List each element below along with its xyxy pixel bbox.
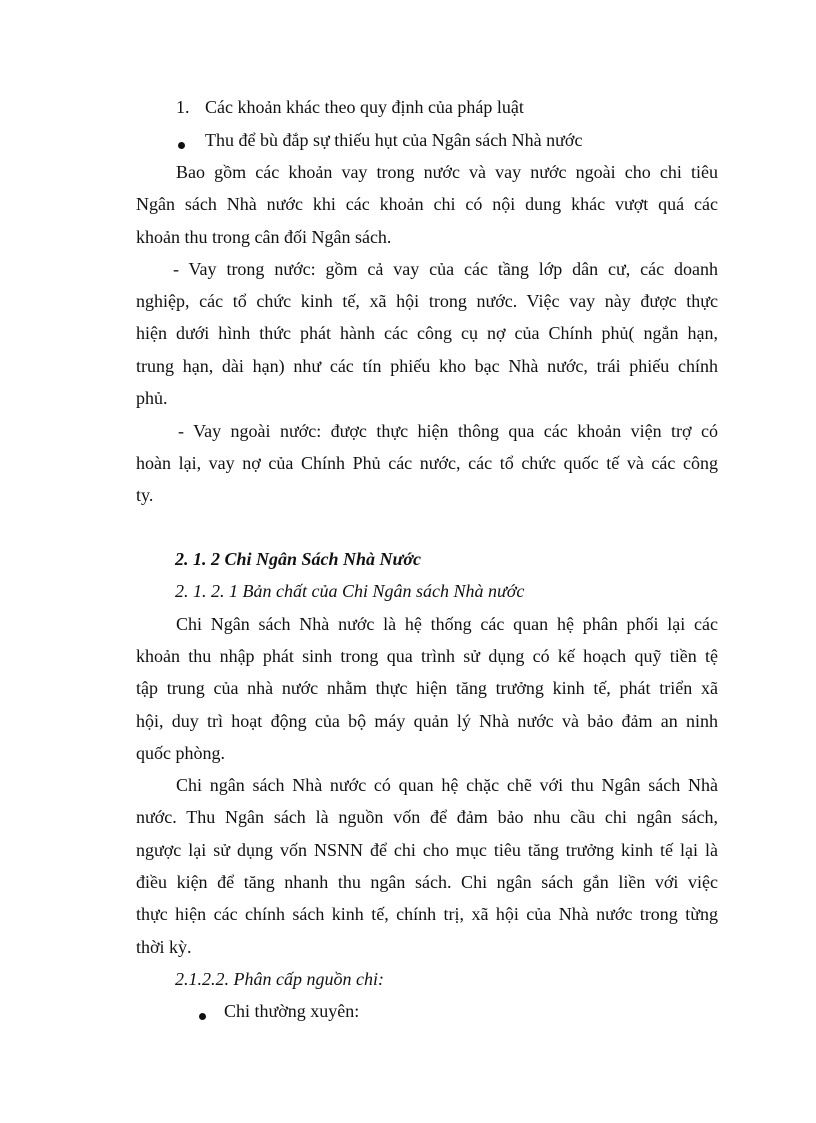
paragraph-line: ty.: [136, 485, 154, 505]
paragraph-line: tập trung của nhà nước nhằm thực hiện tăng trưởng kinh tế, phát triển xã: [136, 678, 718, 698]
bullet-icon: [199, 1003, 206, 1025]
paragraph-line: ngược lại sử dụng vốn NSNN để chi cho mục tiêu tăng trưởng kinh tế lại là: [136, 840, 718, 860]
bullet-icon: [178, 132, 185, 154]
paragraph-line: thời kỳ.: [136, 937, 192, 957]
paragraph-line: - Vay trong nước: gồm cả vay của các tầng lớp dân cư, các doanh: [173, 259, 718, 279]
subsection-heading: 2.1.2.2. Phân cấp nguồn chi:: [175, 969, 384, 989]
paragraph-line: nghiệp, các tổ chức kinh tế, xã hội trong nước. Việc vay này được thực: [136, 291, 718, 311]
section-heading: 2. 1. 2 Chi Ngân Sách Nhà Nước: [175, 549, 421, 569]
paragraph-line: hiện dưới hình thức phát hành các công cụ nợ của Chính phủ( ngắn hạn,: [136, 323, 718, 343]
bullet-item-text: Thu để bù đắp sự thiếu hụt của Ngân sách Nhà nước: [205, 130, 583, 150]
paragraph-line: - Vay ngoài nước: được thực hiện thông qua các khoản viện trợ có: [178, 421, 718, 441]
paragraph-line: điều kiện để tăng nhanh thu ngân sách. Chi ngân sách gắn liền với việc: [136, 872, 718, 892]
list-number: 1.: [176, 97, 190, 117]
paragraph-line: hội, duy trì hoạt động của bộ máy quản lý Nhà nước và bảo đảm an ninh: [136, 711, 718, 731]
paragraph-line: hoàn lại, vay nợ của Chính Phủ các nước, các tổ chức quốc tế và các công: [136, 453, 718, 473]
paragraph-line: khoản thu trong cân đối Ngân sách.: [136, 227, 392, 247]
paragraph-line: nước. Thu Ngân sách là nguồn vốn để đảm bảo nhu cầu chi ngân sách,: [136, 807, 718, 827]
paragraph-line: Chi ngân sách Nhà nước có quan hệ chặc chẽ với thu Ngân sách Nhà: [176, 775, 718, 795]
list-item-text: Các khoản khác theo quy định của pháp luật: [205, 97, 524, 117]
paragraph-line: quốc phòng.: [136, 743, 225, 763]
subsection-heading: 2. 1. 2. 1 Bản chất của Chi Ngân sách Nhà nước: [175, 581, 525, 601]
paragraph-line: Bao gồm các khoản vay trong nước và vay nước ngoài cho chi tiêu: [176, 162, 718, 182]
paragraph-line: trung hạn, dài hạn) như các tín phiếu kho bạc Nhà nước, trái phiếu chính: [136, 356, 718, 376]
paragraph-line: khoản thu nhập phát sinh trong qua trình sử dụng có kế hoạch quỹ tiền tệ: [136, 646, 718, 666]
paragraph-line: phủ.: [136, 388, 168, 408]
bullet-item-text: Chi thường xuyên:: [224, 1001, 360, 1021]
paragraph-line: Ngân sách Nhà nước khi các khoản chi có nội dung khác vượt quá các: [136, 194, 718, 214]
paragraph-line: thực hiện các chính sách kinh tế, chính trị, xã hội của Nhà nước trong từng: [136, 904, 718, 924]
paragraph-line: Chi Ngân sách Nhà nước là hệ thống các quan hệ phân phối lại các: [176, 614, 718, 634]
